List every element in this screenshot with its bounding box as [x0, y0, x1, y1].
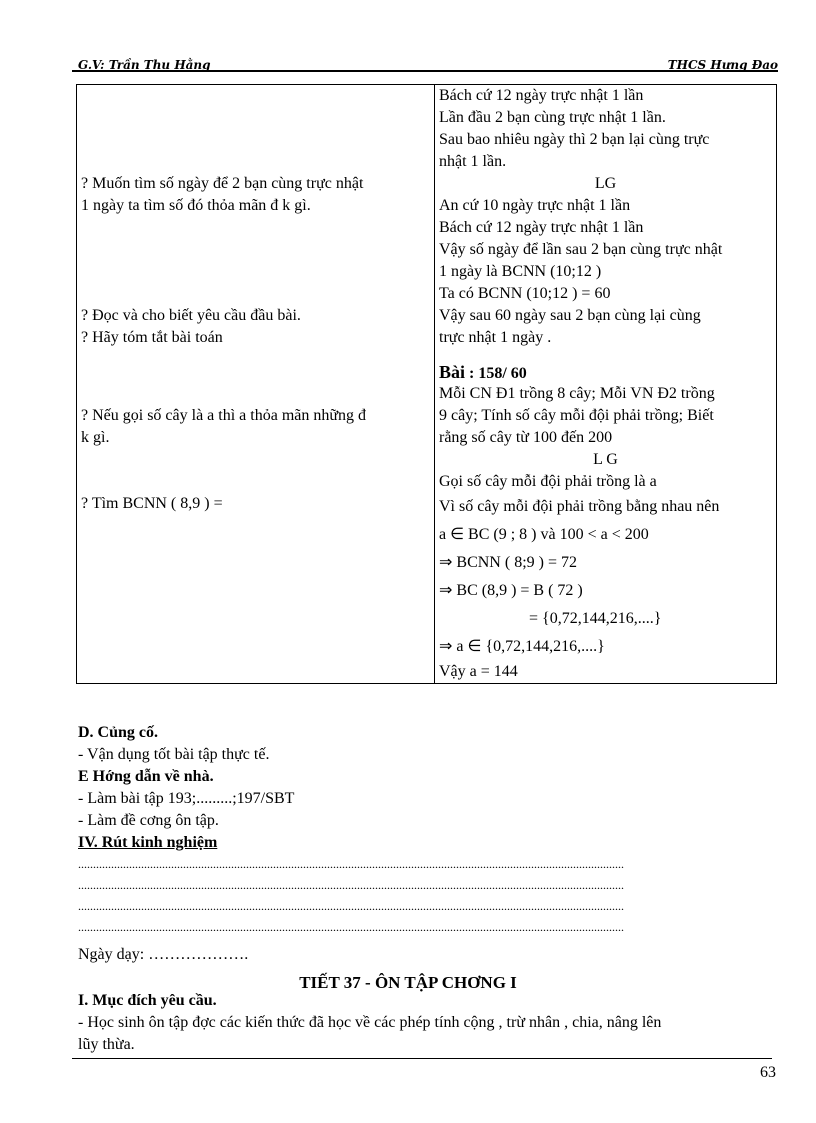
- answers-column: [435, 85, 777, 684]
- question-4-line-1: ? Nếu gọi số cây là a thì a thỏa mãn những đ: [81, 407, 367, 424]
- dotted-line: ......................................................................................................................................................................................: [78, 899, 624, 913]
- question-4-line-2: k gì.: [81, 429, 110, 446]
- answer-line: ⇒ BC (8,9 ) = B ( 72 ): [439, 582, 583, 599]
- dotted-line: ......................................................................................................................................................................................: [78, 920, 624, 934]
- section-iv-title: IV. Rút kinh nghiệm: [78, 834, 218, 851]
- section-consolidation: [78, 722, 778, 966]
- answer-line: Vậy sau 60 ngày sau 2 bạn cùng lại cùng: [439, 307, 701, 324]
- answer-line: 1 ngày là BCNN (10;12 ): [439, 263, 602, 280]
- dotted-line: ......................................................................................................................................................................................: [78, 857, 624, 871]
- dotted-line: ......................................................................................................................................................................................: [78, 878, 624, 892]
- answer-line: Lần đầu 2 bạn cùng trực nhật 1 lần.: [439, 109, 666, 126]
- question-2: ? Đọc và cho biết yêu cầu đầu bài.: [81, 307, 301, 324]
- question-3: ? Hãy tóm tắt bài toán: [81, 329, 223, 346]
- answer-line: Bách cứ 12 ngày trực nhật 1 lần: [439, 87, 644, 104]
- lesson-table: [76, 84, 777, 684]
- answer-line: ⇒ BCNN ( 8;9 ) = 72: [439, 554, 577, 571]
- teacher-questions-column: [77, 85, 435, 684]
- answer-line: Ta có BCNN (10;12 ) = 60: [439, 285, 611, 302]
- answer-line: 9 cây; Tính số cây mỗi đội phải trồng; Biết: [439, 407, 714, 424]
- question-5: ? Tìm BCNN ( 8,9 ) =: [81, 495, 223, 512]
- section-e-title: E Hớng dẫn về nhà.: [78, 768, 214, 785]
- section-e-line-1: - Làm bài tập 193;.........;197/SBT: [78, 790, 295, 807]
- page-number: 63: [760, 1064, 776, 1081]
- table-row: [77, 85, 777, 684]
- answer-line: Vậy số ngày để lần sau 2 bạn cùng trực nhật: [439, 241, 723, 258]
- question-1-line-2: 1 ngày ta tìm số đó thỏa mãn đ k gì.: [81, 197, 311, 214]
- answer-line: An cứ 10 ngày trực nhật 1 lần: [439, 197, 631, 214]
- answer-line: Vì số cây mỗi đội phải trồng bằng nhau nên: [439, 498, 720, 515]
- exercise-title: [439, 361, 772, 383]
- section-i-title: I. Mục đích yêu cầu.: [78, 992, 217, 1009]
- answer-line: rằng số cây từ 100 đến 200: [439, 429, 613, 446]
- answer-line: Sau bao nhiêu ngày thì 2 bạn lại cùng trực: [439, 131, 710, 148]
- answer-line: Gọi số cây mỗi đội phải trồng là a: [439, 473, 657, 490]
- answer-line: = {0,72,144,216,....}: [529, 610, 662, 627]
- objective-line-2: lũy thừa.: [78, 1036, 135, 1053]
- solution-heading: LG: [594, 175, 617, 192]
- exercise-number: : 158/ 60: [465, 365, 527, 382]
- exercise-word: Bài: [439, 362, 466, 382]
- teaching-date: Ngày dạy: ……………….: [78, 946, 249, 963]
- solution-heading: L G: [593, 451, 618, 468]
- answer-line: ⇒ a ∈ {0,72,144,216,....}: [439, 638, 605, 655]
- answer-line: Vậy a = 144: [439, 663, 518, 680]
- answer-line: Mỗi CN Đ1 trồng 8 cây; Mỗi VN Đ2 trồng: [439, 385, 715, 402]
- answer-line: trực nhật 1 ngày .: [439, 329, 552, 346]
- header-rule: [72, 70, 778, 72]
- objective-line-1: - Học sinh ôn tập đợc các kiến thức đã học về các phép tính cộng , trừ nhân , chia, nâng lên: [78, 1014, 662, 1031]
- section-d-line: - Vận dụng tốt bài tập thực tế.: [78, 746, 270, 763]
- section-d-title: D. Củng cố.: [78, 724, 159, 741]
- section-e-line-2: - Làm đề cơng ôn tập.: [78, 812, 219, 829]
- section-objectives: [78, 990, 778, 1056]
- header-school: THCS Hưng Đạo: [667, 58, 778, 72]
- answer-line: nhật 1 lần.: [439, 153, 507, 170]
- footer-rule: [72, 1058, 772, 1059]
- question-1-line-1: ? Muốn tìm số ngày để 2 bạn cùng trực nhật: [81, 175, 364, 192]
- lesson-title: TIẾT 37 - ÔN TẬP CHƠNG I: [299, 973, 517, 992]
- answer-line: a ∈ BC (9 ; 8 ) và 100 < a < 200: [439, 526, 649, 543]
- answer-line: Bách cứ 12 ngày trực nhật 1 lần: [439, 219, 644, 236]
- header-teacher: G.V: Trần Thu Hằng: [78, 58, 211, 72]
